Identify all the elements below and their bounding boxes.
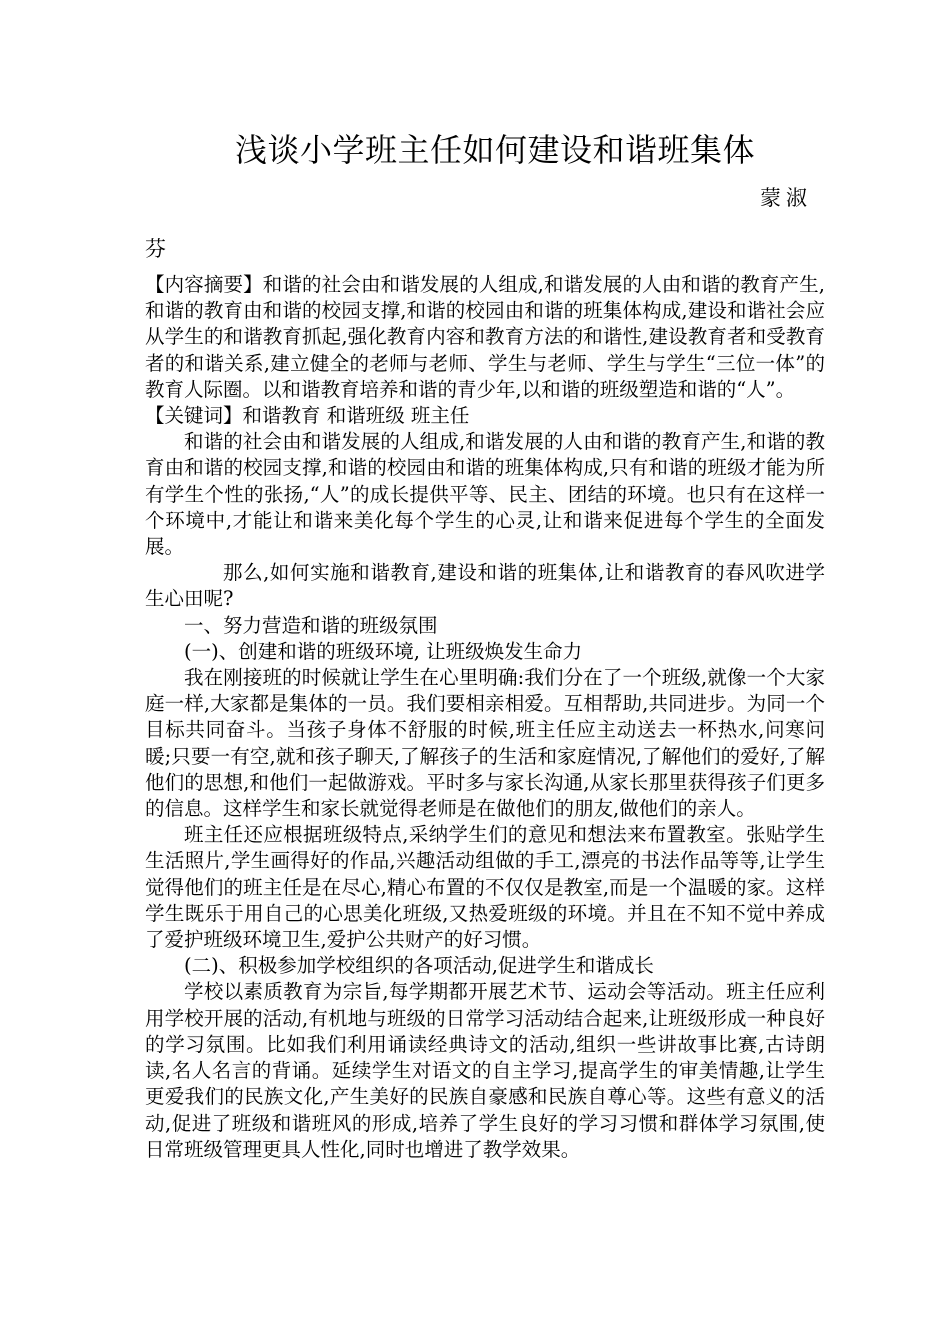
abstract-paragraph: 【内容摘要】和谐的社会由和谐发展的人组成,和谐发展的人由和谐的教育产生,和谐的教育由和谐的校园支撑,和谐的校园由和谐的班集体构成,建设和谐社会应从学生的和谐教育抓起,强化教育内容和教育方法的和谐性,建设教育者和受教育者的和谐关系,建立健全的老师与老师、学生与老师、学生与学生“三位一体”的教育人际圈。以和谐教育培养和谐的青少年,以和谐的班级塑造和谐的“人”。: [145, 273, 825, 401]
section-heading: 一、努力营造和谐的班级氛围: [184, 613, 438, 637]
keywords-line: 【关键词】和谐教育 和谐班级 班主任: [145, 404, 470, 428]
subsection-heading: (二)、积极参加学校组织的各项活动,促进学生和谐成长: [184, 954, 654, 978]
body-paragraph: 班主任还应根据班级特点,采纳学生们的意见和想法来布置教室。张贴学生生活照片,学生画得好的作品,兴趣活动组做的手工,漂亮的书法作品等等,让学生觉得他们的班主任是在尽心,精心布置的不仅仅是教室,而是一个温暖的家。这样学生既乐于用自己的心思美化班级,又热爱班级的环境。并且在不知不觉中养成了爱护班级环境卫生,爱护公共财产的好习惯。: [145, 823, 825, 952]
body-paragraph: 学校以素质教育为宗旨,每学期都开展艺术节、运动会等活动。班主任应利用学校开展的活动,有机地与班级的日常学习活动结合起来,让班级形成一种良好的学习氛围。比如我们利用诵读经典诗文的活动,组织一些讲故事比赛,古诗朗读,名人名言的背诵。延续学生对语文的自主学习,提高学生的审美情趣,让学生更爱我们的民族文化,产生美好的民族自豪感和民族自尊心等。这些有意义的活动,促进了班级和谐班风的形成,培养了学生良好的学习习惯和群体学习氛围,使日常班级管理更具人性化,同时也增进了教学效果。: [145, 980, 825, 1161]
body-paragraph: 那么,如何实施和谐教育,建设和谐的班集体,让和谐教育的春风吹进学生心田呢?: [145, 561, 825, 611]
author-name: 蒙淑: [760, 186, 812, 210]
body-paragraph: 和谐的社会由和谐发展的人组成,和谐发展的人由和谐的教育产生,和谐的教育由和谐的校园支撑,和谐的校园由和谐的班集体构成,只有和谐的班级才能为所有学生个性的张扬,“人”的成长提供平等、民主、团结的环境。也只有在这样一个环境中,才能让和谐来美化每个学生的心灵,让和谐来促进每个学生的全面发展。: [145, 430, 825, 559]
document-body: [145, 272, 825, 1163]
page-title: 浅谈小学班主任如何建设和谐班集体: [234, 131, 755, 169]
subsection-heading: (一)、创建和谐的班级环境, 让班级焕发生命力: [184, 639, 583, 663]
body-paragraph: 我在刚接班的时候就让学生在心里明确:我们分在了一个班级,就像一个大家庭一样,大家都是集体的一员。我们要相亲相爱。互相帮助,共同进步。为同一个目标共同奋斗。当孩子身体不舒服的时候,班主任应主动送去一杯热水,问寒问暖;只要一有空,就和孩子聊天,了解孩子的生活和家庭情况,了解他们的爱好,了解他们的思想,和他们一起做游戏。平时多与家长沟通,从家长那里获得孩子们更多的信息。这样学生和家长就觉得老师是在做他们的朋友,做他们的亲人。: [145, 666, 825, 821]
author-name-continued: 芬: [145, 237, 166, 261]
